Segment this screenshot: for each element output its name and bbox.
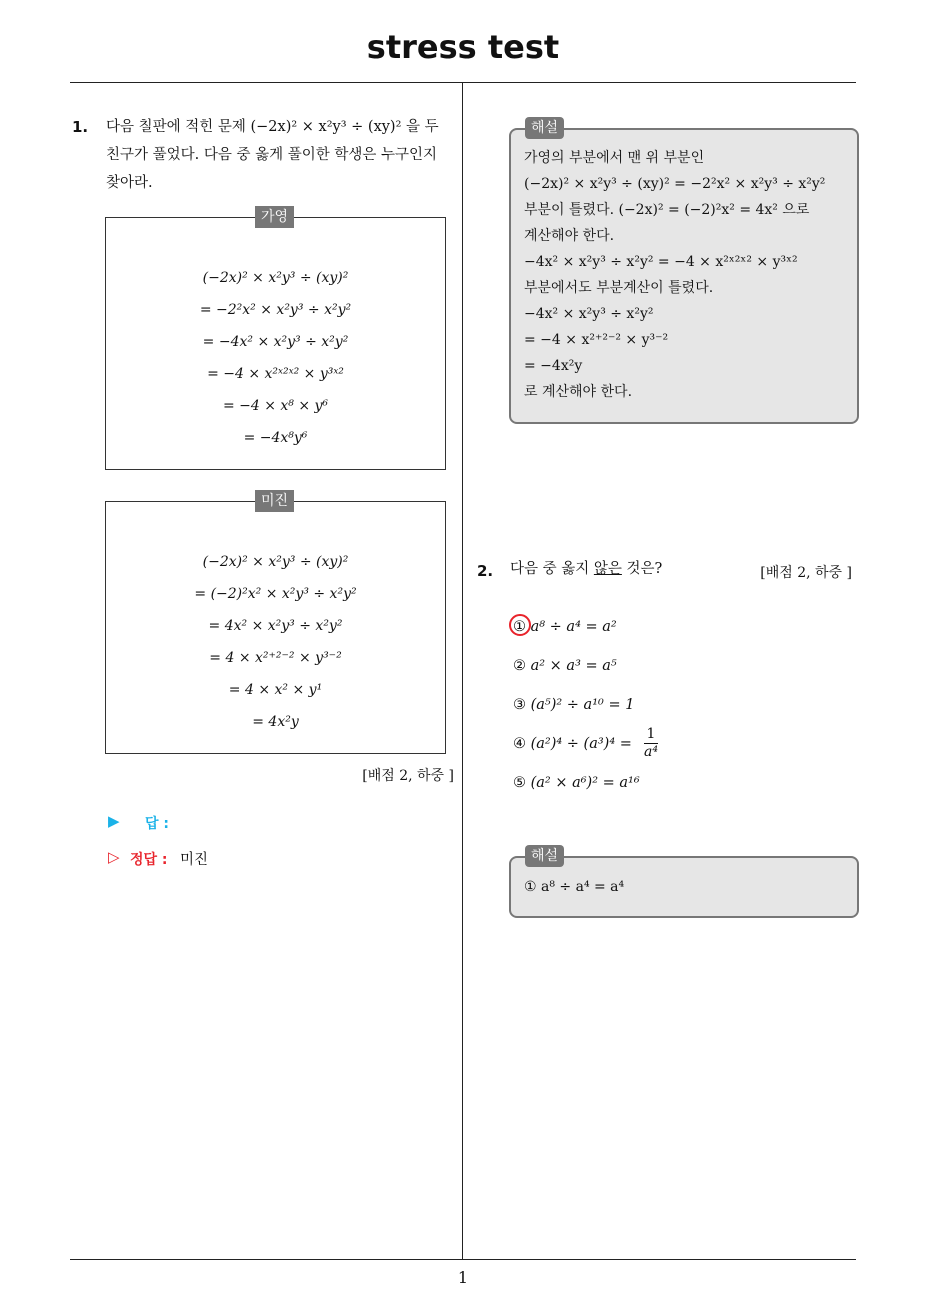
math-line: = 4x²y xyxy=(252,714,299,730)
choice-expr: (a⁵)² ÷ a¹⁰ = 1 xyxy=(530,697,635,713)
choice-1[interactable] xyxy=(513,619,617,635)
question-2-points: [배점 2, 하중 ] xyxy=(760,565,852,581)
math-line: = 4 × x²⁺²⁻² × y³⁻² xyxy=(209,650,342,666)
student-box-mijin xyxy=(105,501,446,754)
solution-line: 부분이 틀렸다. (−2x)² = (−2)²x² = 4x² 으로 xyxy=(524,202,810,218)
solution-line: = −4x²y xyxy=(524,358,583,374)
fraction xyxy=(644,726,658,761)
solution-line: 가영의 부분에서 맨 위 부분인 xyxy=(524,150,705,166)
solution-line: 로 계산해야 한다. xyxy=(524,384,633,400)
math-line: = −4x⁸y⁶ xyxy=(243,430,308,446)
choice-expr: (a² × a⁶)² = a¹⁶ xyxy=(530,775,640,791)
choice-2[interactable] xyxy=(513,658,617,674)
math-line: = −4 × x²ˣ²ˣ² × y³ˣ² xyxy=(207,366,344,382)
column-divider xyxy=(462,82,463,1260)
math-line: = 4x² × x²y³ ÷ x²y² xyxy=(208,618,343,634)
choice-mark: ⑤ xyxy=(513,775,526,791)
solution-line: −4x² × x²y³ ÷ x²y² xyxy=(524,306,654,322)
solution-line: −4x² × x²y³ ÷ x²y² = −4 × x²ˣ²ˣ² × y³ˣ² xyxy=(524,254,798,270)
choice-4[interactable] xyxy=(513,736,632,752)
math-line: = −2²x² × x²y³ ÷ x²y² xyxy=(199,302,352,318)
footer-divider xyxy=(70,1259,856,1260)
choice-mark: ② xyxy=(513,658,526,674)
solution-tag-q2: 해설 xyxy=(525,845,564,867)
math-line: (−2x)² × x²y³ ÷ (xy)² xyxy=(202,554,349,570)
question-1-text xyxy=(106,113,458,197)
question-1-number: 1. xyxy=(72,118,89,136)
choice-expr: (a²)⁴ ÷ (a³)⁴ = xyxy=(530,736,632,752)
fraction-denominator: a⁴ xyxy=(644,744,658,760)
solution-box-q1 xyxy=(509,128,859,424)
question-1-points: [배점 2, 하중 ] xyxy=(362,768,454,784)
math-line: = (−2)²x² × x²y³ ÷ x²y² xyxy=(194,586,357,602)
choice-mark: ④ xyxy=(513,736,526,752)
question-1-text-line: 친구가 풀었다. 다음 중 옳게 풀이한 학생은 누구인지 xyxy=(106,147,438,163)
question-2-text-emphasis: 않은 xyxy=(593,561,622,577)
answer-arrow-icon: ▶ xyxy=(108,812,120,830)
choice-3[interactable] xyxy=(513,697,634,713)
student-tag-mijin: 미진 xyxy=(255,490,294,512)
header-divider xyxy=(70,82,856,83)
page-number: 1 xyxy=(457,1268,469,1287)
question-1-text-line: 다음 칠판에 적힌 문제 (−2x)² × x²y³ ÷ (xy)² 을 두 xyxy=(106,119,439,135)
solution-line: = −4 × x²⁺²⁻² × y³⁻² xyxy=(524,332,669,348)
question-2-text-part: 다음 중 옳지 xyxy=(510,561,594,577)
math-line: = 4 × x² × y¹ xyxy=(228,682,323,698)
choice-mark: ③ xyxy=(513,697,526,713)
correct-answer-value: 미진 xyxy=(180,852,209,868)
student-box-gayoung xyxy=(105,217,446,470)
question-1-text-line: 찾아라. xyxy=(106,175,153,191)
choice-5[interactable] xyxy=(513,775,640,791)
question-2-text-part: 것은? xyxy=(621,561,663,577)
solution-tag-q1: 해설 xyxy=(525,117,564,139)
solution-line: 계산해야 한다. xyxy=(524,228,615,244)
math-line: = −4x² × x²y³ ÷ x²y² xyxy=(202,334,349,350)
question-2-number: 2. xyxy=(477,562,494,580)
question-2-text xyxy=(510,555,662,583)
answer-label: 답 : xyxy=(145,816,169,832)
math-line: (−2x)² × x²y³ ÷ (xy)² xyxy=(202,270,349,286)
page-title: stress test xyxy=(366,28,560,66)
fraction-numerator: 1 xyxy=(644,726,658,744)
correct-arrow-icon: ▷ xyxy=(108,848,120,866)
choice-expr: a⁸ ÷ a⁴ = a² xyxy=(530,619,617,635)
student-tag-gayoung: 가영 xyxy=(255,206,294,228)
solution-line: ① a⁸ ÷ a⁴ = a⁴ xyxy=(524,879,625,895)
choice-mark: ① xyxy=(513,619,526,635)
choice-expr: a² × a³ = a⁵ xyxy=(530,658,617,674)
solution-line: (−2x)² × x²y³ ÷ (xy)² = −2²x² × x²y³ ÷ x²y² xyxy=(524,176,826,192)
math-line: = −4 × x⁸ × y⁶ xyxy=(222,398,329,414)
solution-line: 부분에서도 부분계산이 틀렸다. xyxy=(524,280,714,296)
correct-answer-label: 정답 : xyxy=(130,852,168,868)
